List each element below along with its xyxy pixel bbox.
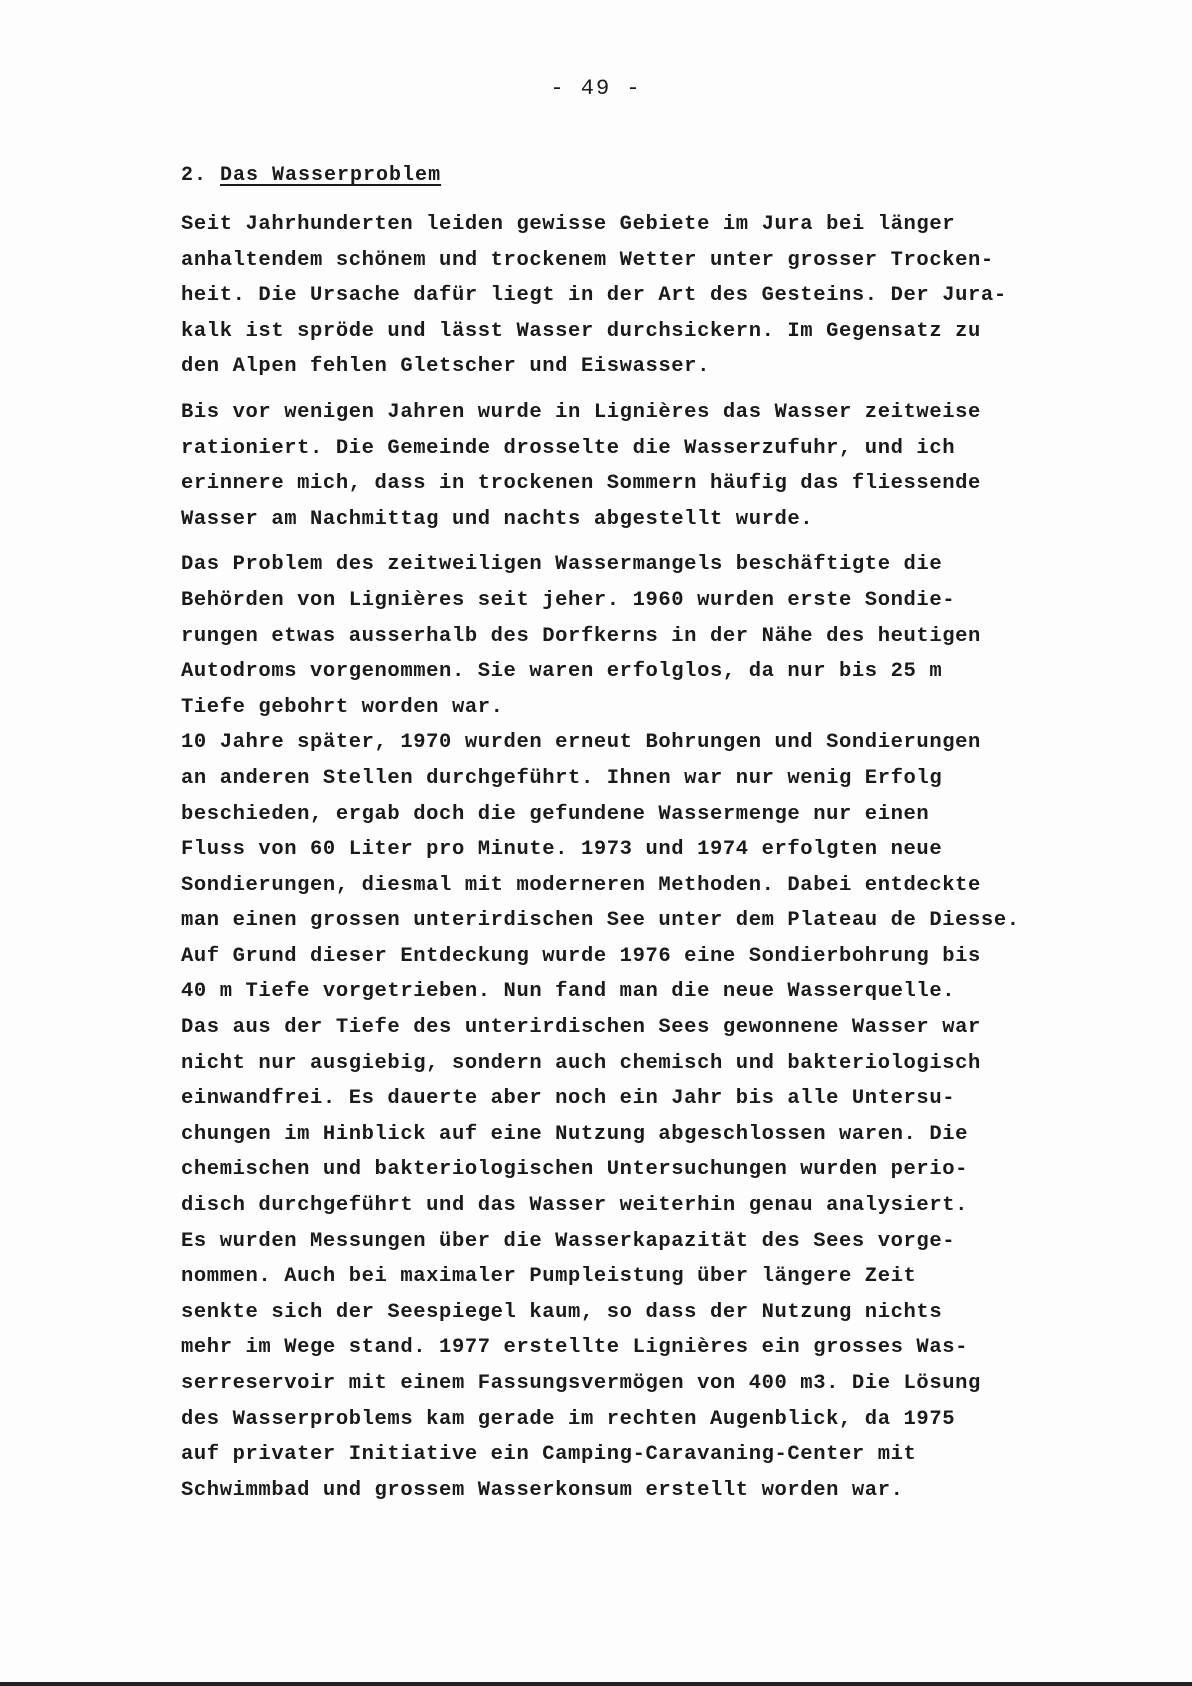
text-line: rungen etwas ausserhalb des Dorfkerns in der Nähe des heutigen [181,624,981,648]
scan-edge [0,1682,1192,1686]
paragraph [181,725,1141,1508]
text-line: senkte sich der Seespiegel kaum, so dass der Nutzung nichts [181,1300,943,1324]
paragraph [181,207,1141,385]
text-line: heit. Die Ursache dafür liegt in der Art des Gesteins. Der Jura- [181,284,1007,308]
text-line: Bis vor wenigen Jahren wurde in Lignières das Wasser zeitweise [181,400,981,424]
text-line: Auf Grund dieser Entdeckung wurde 1976 eine Sondierbohrung bis [181,944,981,968]
text-line: anhaltendem schönem und trockenem Wetter unter grosser Trocken- [181,248,994,272]
text-line: nicht nur ausgiebig, sondern auch chemisch und bakteriologisch [181,1051,981,1075]
text-line: rationiert. Die Gemeinde drosselte die Wasserzufuhr, und ich [181,436,956,460]
text-line: Schwimmbad und grossem Wasserkonsum erstellt worden war. [181,1478,904,1502]
text-line: Das aus der Tiefe des unterirdischen Sees gewonnene Wasser war [181,1016,981,1040]
body-text [181,207,1141,1508]
text-line: Seit Jahrhunderten leiden gewisse Gebiete im Jura bei länger [181,213,956,236]
text-line: Es wurden Messungen über die Wasserkapazität des Sees vorge- [181,1229,956,1253]
text-line: kalk ist spröde und lässt Wasser durchsickern. Im Gegensatz zu [181,319,981,343]
text-line: Fluss von 60 Liter pro Minute. 1973 und 1974 erfolgten neue [181,838,943,862]
text-line: auf privater Initiative ein Camping-Caravaning-Center mit [181,1443,917,1467]
text-line: disch durchgeführt und das Wasser weiterhin genau analysiert. [181,1194,969,1218]
text-line: beschieden, ergab doch die gefundene Wassermenge nur einen [181,802,930,826]
section-heading [181,164,441,187]
text-line: Autodroms vorgenommen. Sie waren erfolglos, da nur bis 25 m [181,660,943,684]
text-line: chungen im Hinblick auf eine Nutzung abgeschlossen waren. Die [181,1122,969,1146]
text-line: nommen. Auch bei maximaler Pumpleistung über längere Zeit [181,1265,917,1289]
text-line: erinnere mich, dass in trockenen Sommern häufig das fliessende [181,472,981,496]
text-line: Das Problem des zeitweiligen Wassermangels beschäftigte die [181,553,943,577]
text-line: Wasser am Nachmittag und nachts abgestellt wurde. [181,507,814,531]
text-line: man einen grossen unterirdischen See unter dem Plateau de Diesse. [181,909,1020,933]
section-number: 2. [181,164,208,187]
text-line: an anderen Stellen durchgeführt. Ihnen war nur wenig Erfolg [181,766,943,790]
text-line: einwandfrei. Es dauerte aber noch ein Jahr bis alle Untersu- [181,1087,956,1111]
text-line: 40 m Tiefe vorgetrieben. Nun fand man die neue Wasserquelle. [181,980,956,1004]
paragraph [181,395,1141,537]
text-line: des Wasserproblems kam gerade im rechten Augenblick, da 1975 [181,1407,956,1431]
text-line: serreservoir mit einem Fassungsvermögen von 400 m3. Die Lösung [181,1372,981,1395]
section-title: Das Wasserproblem [220,164,442,187]
text-line: Sondierungen, diesmal mit moderneren Methoden. Dabei entdeckte [181,873,981,897]
text-line: chemischen und bakteriologischen Untersuchungen wurden perio- [181,1158,969,1182]
text-line: mehr im Wege stand. 1977 erstellte Lignières ein grosses Was- [181,1336,969,1360]
text-line: Behörden von Lignières seit jeher. 1960 wurden erste Sondie- [181,588,956,612]
paragraph [181,547,1141,725]
text-line: den Alpen fehlen Gletscher und Eiswasser. [181,355,710,379]
page-number: - 49 - [550,76,642,101]
text-line: Tiefe gebohrt worden war. [181,695,504,719]
text-line: 10 Jahre später, 1970 wurden erneut Bohrungen und Sondierungen [181,731,981,755]
